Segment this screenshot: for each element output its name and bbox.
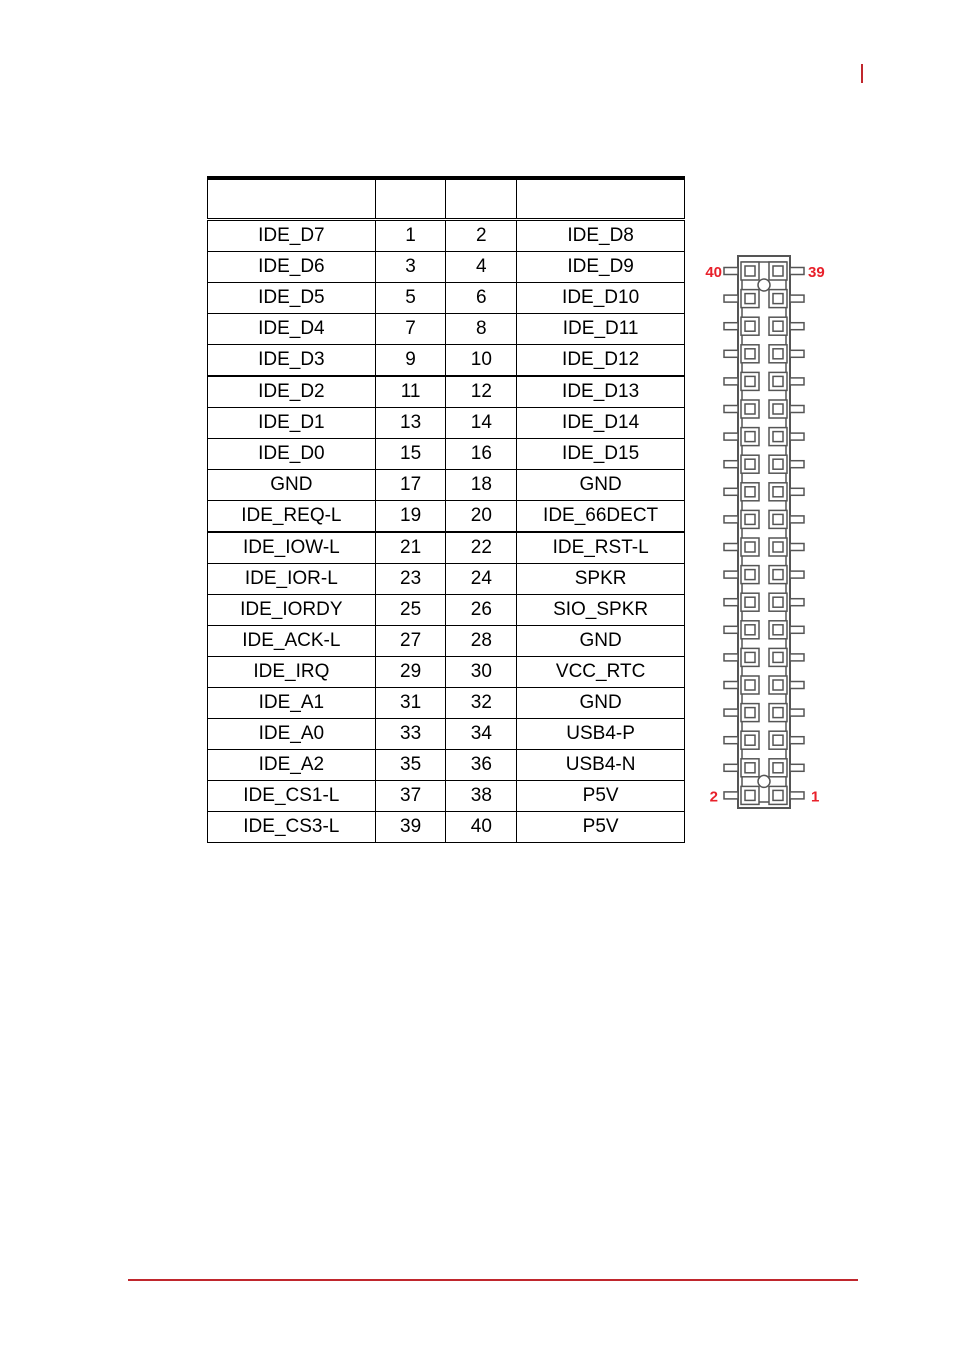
pin-right-cell: 2 <box>446 220 517 252</box>
pin-right-cell: 18 <box>446 470 517 501</box>
pin-square-left <box>745 404 755 414</box>
connector-body <box>738 256 790 808</box>
pin-square-right <box>773 376 783 386</box>
pin-square-left <box>745 459 755 469</box>
signal-right-cell: IDE_D10 <box>517 283 685 314</box>
signal-left-cell: IDE_D0 <box>208 439 376 470</box>
signal-right-cell: SPKR <box>517 564 685 595</box>
pin-label-40: 40 <box>705 264 722 281</box>
pin-right-cell: 14 <box>446 408 517 439</box>
table-row <box>208 750 685 781</box>
table-row <box>208 532 685 564</box>
pin-lead-right <box>790 544 804 551</box>
pin-square-right <box>773 459 783 469</box>
signal-left-cell: IDE_D2 <box>208 376 376 408</box>
header-signal-left <box>208 178 376 220</box>
header-pin-right <box>446 178 517 220</box>
pin-square-left <box>745 487 755 497</box>
pin-square-right <box>773 294 783 304</box>
pin-square-right <box>773 321 783 331</box>
pin-lead-right <box>790 764 804 771</box>
pin-left-cell: 21 <box>375 532 446 564</box>
pin-lead-right <box>790 737 804 744</box>
table-row <box>208 283 685 314</box>
table-row <box>208 501 685 533</box>
pin-lead-left <box>724 682 738 689</box>
pin-square-right <box>773 542 783 552</box>
pin-square-right <box>773 763 783 773</box>
pin-lead-right <box>790 488 804 495</box>
pin-right-cell: 26 <box>446 595 517 626</box>
pin-lead-left <box>724 737 738 744</box>
pin-lead-right <box>790 350 804 357</box>
signal-right-cell: IDE_D12 <box>517 345 685 377</box>
pin-lead-left <box>724 488 738 495</box>
pin-lead-left <box>724 406 738 413</box>
signal-left-cell: IDE_IRQ <box>208 657 376 688</box>
key-notch-top <box>758 279 770 291</box>
pin-right-cell: 40 <box>446 812 517 843</box>
table-row <box>208 439 685 470</box>
pin-square-right <box>773 597 783 607</box>
signal-left-cell: IDE_D3 <box>208 345 376 377</box>
pin-square-right <box>773 680 783 690</box>
pin-label-39: 39 <box>808 264 825 281</box>
pin-square-left <box>745 321 755 331</box>
signal-right-cell: SIO_SPKR <box>517 595 685 626</box>
signal-left-cell: IDE_IOR-L <box>208 564 376 595</box>
key-notch-bottom <box>758 775 770 787</box>
signal-left-cell: IDE_D7 <box>208 220 376 252</box>
pin-square-left <box>745 294 755 304</box>
pin-lead-left <box>724 544 738 551</box>
header-pin-left <box>375 178 446 220</box>
pin-left-cell: 29 <box>375 657 446 688</box>
pin-lead-left <box>724 626 738 633</box>
pin-square-right <box>773 404 783 414</box>
footer-rule <box>128 1279 858 1281</box>
header-marker <box>861 64 863 83</box>
pin-square-right <box>773 708 783 718</box>
pin-right-cell: 38 <box>446 781 517 812</box>
pin-square-right <box>773 625 783 635</box>
pin-square-right <box>773 514 783 524</box>
signal-right-cell: GND <box>517 470 685 501</box>
signal-right-cell: VCC_RTC <box>517 657 685 688</box>
table-row <box>208 220 685 252</box>
pin-lead-right <box>790 654 804 661</box>
connector-diagram <box>698 254 838 814</box>
pin-lead-right <box>790 295 804 302</box>
pin-label-1: 1 <box>811 788 820 806</box>
pin-lead-right <box>790 406 804 413</box>
signal-right-cell: IDE_D13 <box>517 376 685 408</box>
signal-right-cell: GND <box>517 688 685 719</box>
table-row <box>208 252 685 283</box>
pin-right-cell: 36 <box>446 750 517 781</box>
table-row <box>208 470 685 501</box>
pin-square-left <box>745 266 755 276</box>
signal-left-cell: IDE_A1 <box>208 688 376 719</box>
pin-left-cell: 35 <box>375 750 446 781</box>
pin-lead-left <box>724 516 738 523</box>
pin-square-right <box>773 735 783 745</box>
table-row <box>208 314 685 345</box>
pin-right-cell: 30 <box>446 657 517 688</box>
pin-left-cell: 39 <box>375 812 446 843</box>
table-row <box>208 781 685 812</box>
pin-lead-right <box>790 792 804 799</box>
pin-lead-right <box>790 709 804 716</box>
pin-right-cell: 20 <box>446 501 517 533</box>
signal-right-cell: IDE_66DECT <box>517 501 685 533</box>
pin-left-cell: 11 <box>375 376 446 408</box>
pin-square-left <box>745 625 755 635</box>
pin-lead-right <box>790 323 804 330</box>
signal-right-cell: IDE_D14 <box>517 408 685 439</box>
pin-lead-right <box>790 378 804 385</box>
pin-lead-left <box>724 295 738 302</box>
signal-right-cell: P5V <box>517 781 685 812</box>
signal-right-cell: IDE_D8 <box>517 220 685 252</box>
pin-left-cell: 19 <box>375 501 446 533</box>
signal-right-cell: IDE_D11 <box>517 314 685 345</box>
pin-lead-left <box>724 323 738 330</box>
signal-right-cell: IDE_D15 <box>517 439 685 470</box>
pin-lead-right <box>790 433 804 440</box>
pin-assignment-table <box>207 176 685 843</box>
table-row <box>208 408 685 439</box>
pin-right-cell: 22 <box>446 532 517 564</box>
table-row <box>208 688 685 719</box>
pin-lead-right <box>790 571 804 578</box>
pin-square-left <box>745 349 755 359</box>
pin-square-right <box>773 432 783 442</box>
signal-right-cell: USB4-P <box>517 719 685 750</box>
pin-square-right <box>773 570 783 580</box>
pin-square-left <box>745 763 755 773</box>
pin-square-right <box>773 266 783 276</box>
signal-left-cell: IDE_REQ-L <box>208 501 376 533</box>
pin-square-right <box>773 790 783 800</box>
pin-lead-left <box>724 461 738 468</box>
pin-right-cell: 24 <box>446 564 517 595</box>
signal-left-cell: IDE_A2 <box>208 750 376 781</box>
pin-lead-left <box>724 709 738 716</box>
pin-lead-left <box>724 378 738 385</box>
pin-lead-left <box>724 571 738 578</box>
pin-right-cell: 8 <box>446 314 517 345</box>
table-row <box>208 376 685 408</box>
pin-label-2: 2 <box>709 788 718 806</box>
pin-left-cell: 9 <box>375 345 446 377</box>
pin-right-cell: 28 <box>446 626 517 657</box>
signal-right-cell: IDE_RST-L <box>517 532 685 564</box>
signal-left-cell: IDE_CS1-L <box>208 781 376 812</box>
pin-square-left <box>745 514 755 524</box>
pin-left-cell: 1 <box>375 220 446 252</box>
pin-lead-right <box>790 682 804 689</box>
table-row <box>208 345 685 377</box>
table-row <box>208 657 685 688</box>
pin-square-right <box>773 487 783 497</box>
pin-left-cell: 13 <box>375 408 446 439</box>
pin-square-left <box>745 680 755 690</box>
signal-right-cell: GND <box>517 626 685 657</box>
signal-left-cell: IDE_D4 <box>208 314 376 345</box>
pin-left-cell: 27 <box>375 626 446 657</box>
pin-lead-right <box>790 461 804 468</box>
pin-square-left <box>745 597 755 607</box>
pin-left-cell: 15 <box>375 439 446 470</box>
signal-left-cell: IDE_D5 <box>208 283 376 314</box>
signal-right-cell: USB4-N <box>517 750 685 781</box>
pin-square-left <box>745 432 755 442</box>
pin-square-left <box>745 376 755 386</box>
pin-square-right <box>773 349 783 359</box>
signal-left-cell: IDE_ACK-L <box>208 626 376 657</box>
table-row <box>208 719 685 750</box>
table-row <box>208 812 685 843</box>
pin-lead-right <box>790 268 804 275</box>
pin-lead-left <box>724 433 738 440</box>
pin-square-left <box>745 570 755 580</box>
pin-left-cell: 37 <box>375 781 446 812</box>
signal-right-cell: IDE_D9 <box>517 252 685 283</box>
pin-right-cell: 10 <box>446 345 517 377</box>
signal-left-cell: IDE_D6 <box>208 252 376 283</box>
signal-left-cell: GND <box>208 470 376 501</box>
pin-square-left <box>745 790 755 800</box>
pin-left-cell: 25 <box>375 595 446 626</box>
signal-left-cell: IDE_D1 <box>208 408 376 439</box>
pin-lead-right <box>790 516 804 523</box>
table-row <box>208 564 685 595</box>
signal-left-cell: IDE_IORDY <box>208 595 376 626</box>
signal-left-cell: IDE_CS3-L <box>208 812 376 843</box>
pin-left-cell: 33 <box>375 719 446 750</box>
pin-lead-left <box>724 350 738 357</box>
pin-left-cell: 7 <box>375 314 446 345</box>
pin-square-left <box>745 735 755 745</box>
table-header-row <box>208 178 685 220</box>
pin-right-cell: 32 <box>446 688 517 719</box>
pin-right-cell: 12 <box>446 376 517 408</box>
table-row <box>208 626 685 657</box>
pin-right-cell: 4 <box>446 252 517 283</box>
pin-lead-left <box>724 792 738 799</box>
pin-right-cell: 16 <box>446 439 517 470</box>
signal-left-cell: IDE_IOW-L <box>208 532 376 564</box>
pin-right-cell: 34 <box>446 719 517 750</box>
pin-left-cell: 17 <box>375 470 446 501</box>
pin-left-cell: 31 <box>375 688 446 719</box>
pin-square-left <box>745 708 755 718</box>
table-row <box>208 595 685 626</box>
pin-lead-right <box>790 599 804 606</box>
signal-right-cell: P5V <box>517 812 685 843</box>
pin-right-cell: 6 <box>446 283 517 314</box>
pin-lead-left <box>724 268 738 275</box>
header-signal-right <box>517 178 685 220</box>
pin-lead-left <box>724 764 738 771</box>
signal-left-cell: IDE_A0 <box>208 719 376 750</box>
pin-square-left <box>745 652 755 662</box>
pin-square-left <box>745 542 755 552</box>
pin-lead-left <box>724 599 738 606</box>
pin-left-cell: 5 <box>375 283 446 314</box>
pin-left-cell: 3 <box>375 252 446 283</box>
pin-lead-left <box>724 654 738 661</box>
pin-left-cell: 23 <box>375 564 446 595</box>
pin-lead-right <box>790 626 804 633</box>
pin-square-right <box>773 652 783 662</box>
